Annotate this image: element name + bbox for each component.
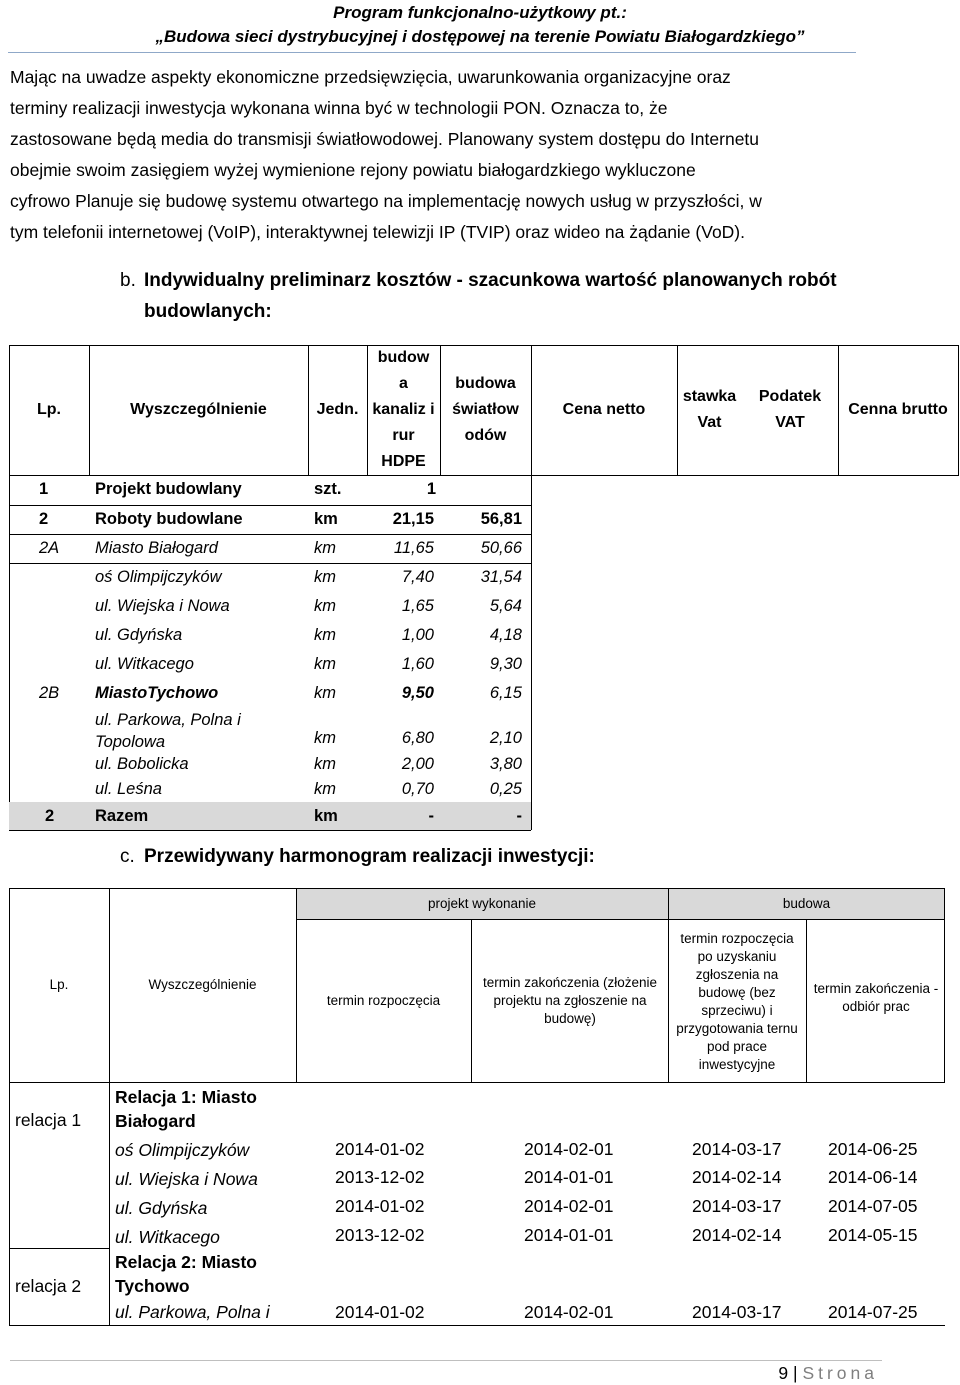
table-row bbox=[9, 592, 531, 621]
cell-lp: 2 bbox=[39, 510, 49, 528]
date-build-start: 2014-03-17 bbox=[692, 1196, 782, 1216]
cell-unit: km bbox=[314, 655, 336, 673]
cell-fiber: 9,30 bbox=[489, 655, 522, 673]
header-lp: Lp. bbox=[49, 977, 69, 992]
header-design-start: termin rozpoczęcia bbox=[326, 993, 441, 1008]
date-design-start: 2013-12-02 bbox=[335, 1225, 425, 1245]
cell-item bbox=[95, 708, 241, 754]
relation-2-title-line: Tychowo bbox=[115, 1276, 190, 1296]
header-fiber bbox=[440, 345, 531, 475]
header-vat-rate-line: stawka bbox=[682, 388, 737, 405]
cell-hdpe: 1,65 bbox=[401, 597, 434, 615]
cell-unit: km bbox=[314, 754, 336, 773]
relation-2-title bbox=[115, 1250, 257, 1298]
header-vat-rate-line: Vat bbox=[697, 414, 722, 431]
header-hdpe-line: rur bbox=[392, 427, 415, 444]
header-hdpe-line: HDPE bbox=[381, 453, 426, 470]
cell-unit: km bbox=[314, 510, 338, 528]
paragraph-line: zastosowane będą media do transmisji światłowodowej. Planowany system dostępu do Internetu bbox=[10, 129, 760, 149]
cell-hdpe: 2,00 bbox=[401, 754, 434, 773]
cost-estimate-table bbox=[9, 345, 959, 830]
section-b-title bbox=[144, 267, 864, 326]
cell-item: MiastoTychowo bbox=[95, 684, 219, 702]
cell-lp: 1 bbox=[39, 480, 49, 498]
cell-fiber: 6,15 bbox=[489, 684, 522, 702]
cell-hdpe: 6,80 bbox=[401, 728, 434, 747]
cell-fiber: 5,64 bbox=[489, 597, 522, 615]
cell-unit: km bbox=[314, 597, 336, 615]
schedule-item: oś Olimpijczyków bbox=[115, 1140, 250, 1160]
header-fiber-line: odów bbox=[464, 427, 507, 444]
cell-item: oś Olimpijczyków bbox=[95, 568, 222, 586]
cell-unit: szt. bbox=[314, 480, 342, 498]
page-word: Strona bbox=[802, 1363, 878, 1383]
document-header-subtitle: „Budowa sieci dystrybucyjnej i dostępowej na terenie Powiatu Białogardzkiego” bbox=[155, 27, 805, 46]
table-row bbox=[9, 679, 531, 708]
group-header-project: projekt wykonanie bbox=[427, 895, 537, 911]
cell-hdpe: 0,70 bbox=[401, 779, 434, 798]
document-header-title: Program funkcjonalno-użytkowy pt.: bbox=[333, 3, 627, 22]
table-row bbox=[9, 621, 531, 650]
table-row bbox=[9, 505, 531, 534]
header-vat-tax-line: VAT bbox=[775, 414, 805, 431]
table-border bbox=[9, 1325, 945, 1326]
date-build-end: 2014-06-14 bbox=[828, 1167, 918, 1187]
header-hdpe bbox=[367, 345, 440, 475]
date-build-start: 2014-03-17 bbox=[692, 1302, 782, 1322]
cell-item: ul. Bobolicka bbox=[95, 754, 189, 773]
schedule-item: ul. Wiejska i Nowa bbox=[115, 1169, 258, 1189]
cell-item: ul. Wiejska i Nowa bbox=[95, 597, 230, 615]
cell-item-line: ul. Parkowa, Polna i bbox=[95, 711, 241, 729]
table-row bbox=[9, 708, 531, 754]
cell-item: Roboty budowlane bbox=[95, 510, 243, 528]
section-c-letter: c. bbox=[120, 846, 135, 867]
cell-unit: km bbox=[314, 568, 336, 586]
header-divider bbox=[8, 52, 856, 53]
table-border bbox=[958, 345, 959, 475]
table-border bbox=[531, 505, 532, 830]
section-c-title: Przewidywany harmonogram realizacji inwestycji: bbox=[144, 846, 595, 867]
date-build-end: 2014-07-25 bbox=[828, 1302, 918, 1322]
cell-fiber: 4,18 bbox=[489, 626, 522, 644]
cell-lp: 2A bbox=[39, 539, 60, 557]
cell-hdpe: 9,50 bbox=[401, 684, 434, 702]
date-design-end: 2014-02-01 bbox=[524, 1139, 614, 1159]
header-item: Wyszczególnienie bbox=[130, 401, 267, 418]
footer-divider bbox=[10, 1360, 882, 1361]
table-row bbox=[9, 534, 531, 563]
header-design-end: termin zakończenia (złożenie projektu na zgłoszenie na budowę) bbox=[482, 975, 658, 1026]
section-b-title-line: Indywidualny preliminarz kosztów - szacunkowa wartość planowanych robót bbox=[144, 270, 837, 291]
cell-unit: km bbox=[314, 779, 336, 798]
header-unit: Jedn. bbox=[316, 401, 359, 418]
date-design-end: 2014-02-01 bbox=[524, 1196, 614, 1216]
date-build-start: 2014-03-17 bbox=[692, 1139, 782, 1159]
relation-1-title-line: Relacja 1: Miasto bbox=[115, 1087, 257, 1107]
cell-fiber: 1 bbox=[426, 480, 436, 498]
page-footer bbox=[778, 1363, 878, 1384]
cell-fiber: 31,54 bbox=[480, 568, 522, 586]
table-row bbox=[9, 650, 531, 679]
paragraph-line: cyfrowo Planuje się budowę systemu otwartego na implementację nowych usług w przyszłości, w bbox=[10, 191, 762, 211]
paragraph-line: obejmie swoim zasięgiem wyżej wymienione rejony powiatu białogardzkiego wykluczone bbox=[10, 160, 696, 180]
schedule-row bbox=[115, 1167, 258, 1191]
date-build-start: 2014-02-14 bbox=[692, 1167, 782, 1187]
date-design-start: 2014-01-02 bbox=[335, 1196, 425, 1216]
page-number: 9 bbox=[778, 1363, 789, 1383]
table-row bbox=[9, 751, 531, 777]
relation-2-title-line: Relacja 2: Miasto bbox=[115, 1252, 257, 1272]
header-gross-price: Cenna brutto bbox=[848, 401, 948, 418]
table-border bbox=[296, 919, 945, 920]
table-border bbox=[471, 919, 472, 1082]
schedule-row bbox=[115, 1138, 249, 1162]
date-build-start: 2014-02-14 bbox=[692, 1225, 782, 1245]
date-design-end: 2014-01-01 bbox=[524, 1167, 614, 1187]
cell-fiber: 56,81 bbox=[480, 510, 522, 528]
schedule-row bbox=[115, 1196, 207, 1220]
section-b-title-line: budowlanych: bbox=[144, 301, 272, 322]
header-hdpe-line: budow bbox=[377, 349, 430, 366]
footer-separator: | bbox=[793, 1363, 798, 1383]
cell-hdpe: 1,00 bbox=[401, 626, 434, 644]
date-design-start: 2014-01-02 bbox=[335, 1139, 425, 1159]
date-design-start: 2013-12-02 bbox=[335, 1167, 425, 1187]
group-header-build: budowa bbox=[782, 895, 831, 911]
header-fiber-line: światłow bbox=[452, 401, 519, 418]
row-divider bbox=[9, 830, 531, 831]
header-net-price: Cena netto bbox=[562, 401, 646, 418]
header-item: Wyszczególnienie bbox=[148, 977, 257, 992]
table-row bbox=[9, 563, 531, 592]
cell-unit: km bbox=[314, 626, 336, 644]
cell-hdpe: 1,60 bbox=[401, 655, 434, 673]
schedule-item: ul. Parkowa, Polna i bbox=[115, 1302, 270, 1322]
cell-hdpe: - bbox=[428, 806, 434, 825]
date-design-start: 2014-01-02 bbox=[335, 1302, 425, 1322]
schedule-table bbox=[9, 888, 945, 1326]
table-border bbox=[806, 919, 807, 1082]
schedule-row bbox=[115, 1225, 220, 1249]
total-row bbox=[9, 802, 531, 830]
intro-paragraph bbox=[10, 62, 882, 248]
date-design-end: 2014-02-01 bbox=[524, 1302, 614, 1322]
cell-unit: km bbox=[314, 728, 336, 747]
relation-2-label: relacja 2 bbox=[15, 1276, 82, 1296]
section-b-letter: b. bbox=[120, 270, 136, 291]
cell-fiber: 2,10 bbox=[489, 728, 522, 747]
cell-item: Miasto Białogard bbox=[95, 539, 218, 557]
cell-item-line: Topolowa bbox=[95, 733, 166, 751]
cell-hdpe: 21,15 bbox=[392, 510, 434, 528]
paragraph-line: terminy realizacji inwestycja wykonana winna być w technologii PON. Oznacza to, że bbox=[10, 98, 668, 118]
table-row bbox=[9, 776, 531, 802]
cell-unit: km bbox=[314, 539, 336, 557]
cell-unit: km bbox=[314, 806, 338, 825]
cell-hdpe: 7,40 bbox=[401, 568, 434, 586]
cell-fiber: 50,66 bbox=[480, 539, 522, 557]
cell-item: Projekt budowlany bbox=[95, 480, 242, 498]
date-design-end: 2014-01-01 bbox=[524, 1225, 614, 1245]
schedule-row bbox=[115, 1300, 270, 1324]
cell-fiber: 0,25 bbox=[489, 779, 522, 798]
table-border bbox=[9, 1082, 945, 1083]
date-build-end: 2014-06-25 bbox=[828, 1139, 918, 1159]
paragraph-line: tym telefonii internetowej (VoIP), interaktywnej telewizji IP (TVIP) oraz wideo na żądanie (VoD). bbox=[10, 222, 745, 242]
header-build-end: termin zakończenia - odbiór prac bbox=[813, 981, 939, 1014]
schedule-item: ul. Witkacego bbox=[115, 1227, 220, 1247]
header-vat-tax bbox=[742, 345, 838, 475]
cell-item: Razem bbox=[95, 806, 149, 825]
cell-lp: 2 bbox=[45, 806, 55, 825]
cell-fiber: 3,80 bbox=[489, 754, 522, 773]
cell-item: ul. Gdyńska bbox=[95, 626, 183, 644]
date-build-end: 2014-07-05 bbox=[828, 1196, 918, 1216]
table-row bbox=[9, 475, 531, 504]
cell-lp: 2B bbox=[39, 684, 60, 702]
schedule-item: ul. Gdyńska bbox=[115, 1198, 208, 1218]
cell-item: ul. Leśna bbox=[95, 779, 162, 798]
header-fiber-line: budowa bbox=[455, 375, 516, 392]
paragraph-line: Mając na uwadze aspekty ekonomiczne przedsięwzięcia, uwarunkowania organizacyjne oraz bbox=[10, 67, 731, 87]
cell-hdpe: 11,65 bbox=[393, 539, 434, 557]
date-build-end: 2014-05-15 bbox=[828, 1225, 918, 1245]
relation-1-title bbox=[115, 1085, 257, 1133]
cell-unit: km bbox=[314, 684, 336, 702]
relation-1-title-line: Białogard bbox=[115, 1111, 196, 1131]
table-border bbox=[9, 1248, 109, 1249]
header-hdpe-line: a bbox=[399, 375, 408, 392]
relation-1-label: relacja 1 bbox=[15, 1110, 82, 1130]
header-vat-rate bbox=[677, 345, 742, 475]
header-build-start: termin rozpoczęcia po uzyskaniu zgłoszenia na budowę (bez sprzeciwu) i przygotowania ternu pod prace inwestycyjne bbox=[676, 931, 798, 1072]
cell-item: ul. Witkacego bbox=[95, 655, 194, 673]
header-vat-tax-line: Podatek bbox=[758, 388, 822, 405]
header-lp: Lp. bbox=[37, 401, 61, 418]
header-hdpe-line: kanaliz i bbox=[372, 401, 435, 418]
cell-fiber: - bbox=[516, 806, 522, 825]
